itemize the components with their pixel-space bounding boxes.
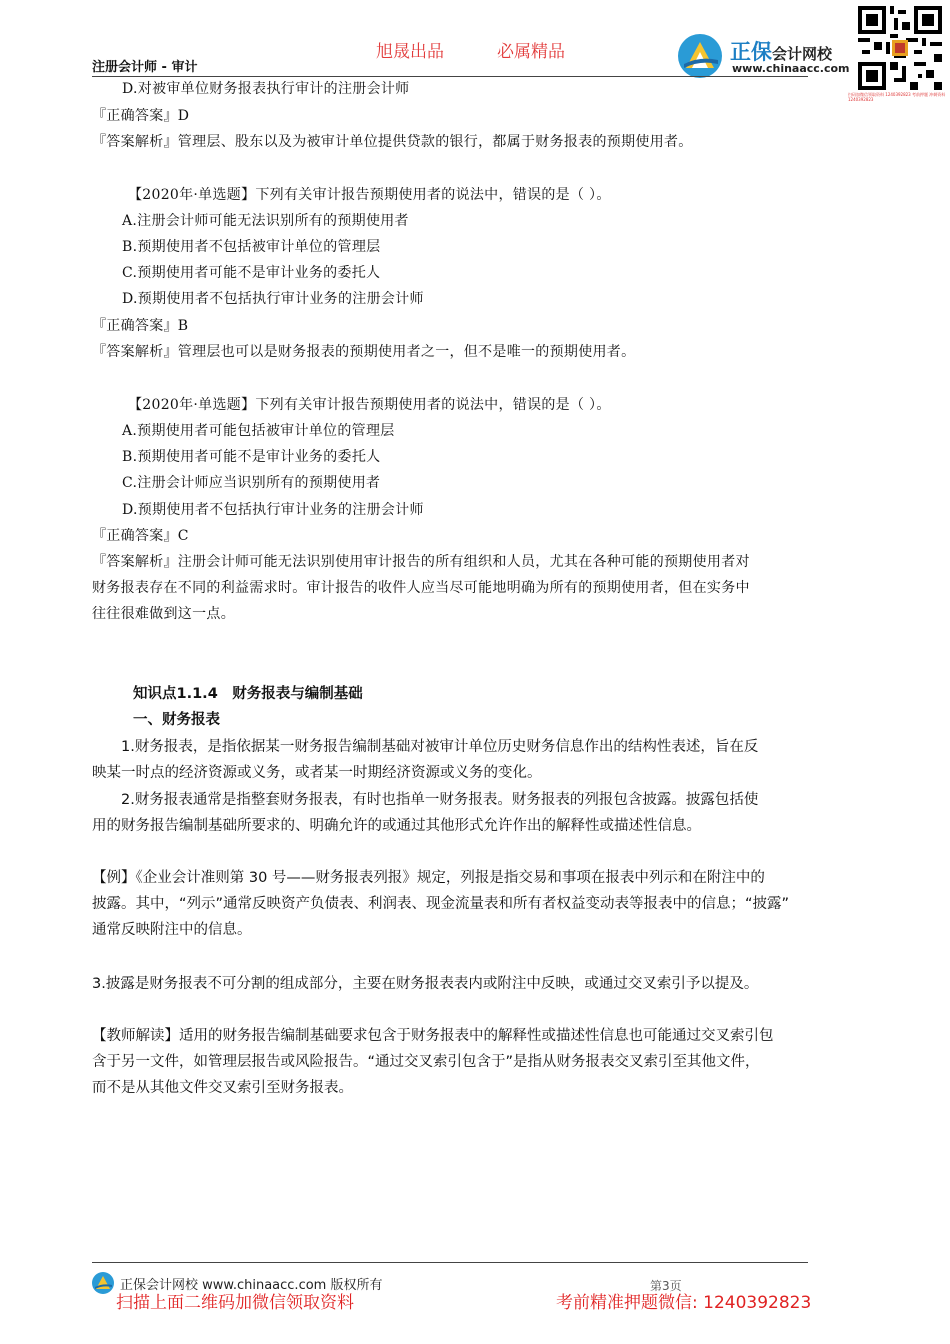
- option-line: D.预期使用者不包括执行审计业务的注册会计师: [122, 502, 424, 518]
- option-line: A.预期使用者可能包括被审计单位的管理层: [122, 423, 395, 439]
- explanation-line: 财务报表存在不同的利益需求时。审计报告的收件人应当尽可能地明确为所有的预期使用者，但在实务中: [92, 580, 750, 596]
- teacher-note-line: 含于另一文件，如管理层报告或风险报告。“通过交叉索引包含于”是指从财务报表交叉索引至其他文件，: [92, 1054, 760, 1070]
- answer-line: 『正确答案』C: [92, 528, 189, 544]
- paragraph-line: 1.财务报表，是指依据某一财务报告编制基础对被审计单位历史财务信息作出的结构性表述，旨在反: [121, 739, 759, 755]
- teacher-note-line: 而不是从其他文件交叉索引至财务报表。: [92, 1080, 353, 1096]
- logo-sub: 会计网校: [772, 45, 833, 63]
- qr-caption: 扫码加微信领取资料 1240392823 考前押题 冲刺资料 1240392823: [848, 92, 946, 102]
- question-stem: 【2020年·单选题】下列有关审计报告预期使用者的说法中，错误的是（ ）。: [128, 397, 611, 413]
- example-line: 披露。其中，“列示”通常反映资产负债表、利润表、现金流量表和所有者权益变动表等报表中的信息；“披露”: [92, 896, 790, 912]
- example-line: 通常反映附注中的信息。: [92, 922, 252, 938]
- section-heading: 知识点1.1.4 财务报表与编制基础: [133, 686, 363, 702]
- doc-title: 注册会计师 - 审计: [92, 60, 198, 75]
- subsection-heading: 一、财务报表: [133, 712, 220, 728]
- page-number: 第3页: [650, 1279, 682, 1293]
- watermark-right: 必属精品: [497, 42, 565, 62]
- explanation-line: 『答案解析』管理层也可以是财务报表的预期使用者之一，但不是唯一的预期使用者。: [92, 344, 636, 360]
- chinaacc-logo-icon: [678, 34, 722, 78]
- logo-name: 正保会计网校: [730, 40, 833, 64]
- explanation-line: 往往很难做到这一点。: [92, 606, 235, 622]
- option-line: A.注册会计师可能无法识别所有的预期使用者: [122, 213, 409, 229]
- footer-copyright: 正保会计网校 www.chinaacc.com 版权所有: [120, 1278, 383, 1293]
- watermark-left: 旭晟出品: [376, 42, 444, 62]
- header-divider: [92, 76, 808, 77]
- teacher-note-line: 【教师解读】适用的财务报告编制基础要求包含于财务报表中的解释性或描述性信息也可能通过交叉索引包: [92, 1028, 774, 1044]
- option-line: B.预期使用者不包括被审计单位的管理层: [122, 239, 381, 255]
- footer-promo-right: 考前精准押题微信: 1240392823: [556, 1293, 812, 1313]
- paragraph-line: 映某一时点的经济资源或义务，或者某一时期经济资源或义务的变化。: [92, 765, 542, 781]
- option-line: B.预期使用者可能不是审计业务的委托人: [122, 449, 381, 465]
- example-line: 【例】《企业会计准则第 30 号——财务报表列报》规定，列报是指交易和事项在报表中列示和在附注中的: [92, 870, 765, 886]
- footer-promo-left: 扫描上面二维码加微信领取资料: [116, 1293, 354, 1313]
- option-line: C.注册会计师应当识别所有的预期使用者: [122, 475, 381, 491]
- answer-line: 『正确答案』D: [92, 108, 190, 124]
- paragraph-line: 2.财务报表通常是指整套财务报表，有时也指单一财务报表。财务报表的列报包含披露。披露包括使: [121, 792, 759, 808]
- explanation-line: 『答案解析』管理层、股东以及为被审计单位提供贷款的银行，都属于财务报表的预期使用者。: [92, 134, 693, 150]
- option-line: D.对被审单位财务报表执行审计的注册会计师: [122, 81, 410, 97]
- paragraph-line: 用的财务报告编制基础所要求的、明确允许的或通过其他形式允许作出的解释性或描述性信息。: [92, 818, 701, 834]
- explanation-line: 『答案解析』注册会计师可能无法识别使用审计报告的所有组织和人员，尤其在各种可能的预期使用者对: [92, 554, 750, 570]
- footer-logo-icon: [92, 1272, 114, 1294]
- logo-url: www.chinaacc.com: [732, 62, 850, 75]
- option-line: C.预期使用者可能不是审计业务的委托人: [122, 265, 381, 281]
- question-stem: 【2020年·单选题】下列有关审计报告预期使用者的说法中，错误的是（ ）。: [128, 187, 611, 203]
- paragraph-line: 3.披露是财务报表不可分割的组成部分，主要在财务报表表内或附注中反映，或通过交叉索引予以提及。: [92, 976, 759, 992]
- answer-line: 『正确答案』B: [92, 318, 189, 334]
- qr-code-icon: [858, 6, 942, 90]
- option-line: D.预期使用者不包括执行审计业务的注册会计师: [122, 291, 424, 307]
- footer-divider: [92, 1262, 808, 1263]
